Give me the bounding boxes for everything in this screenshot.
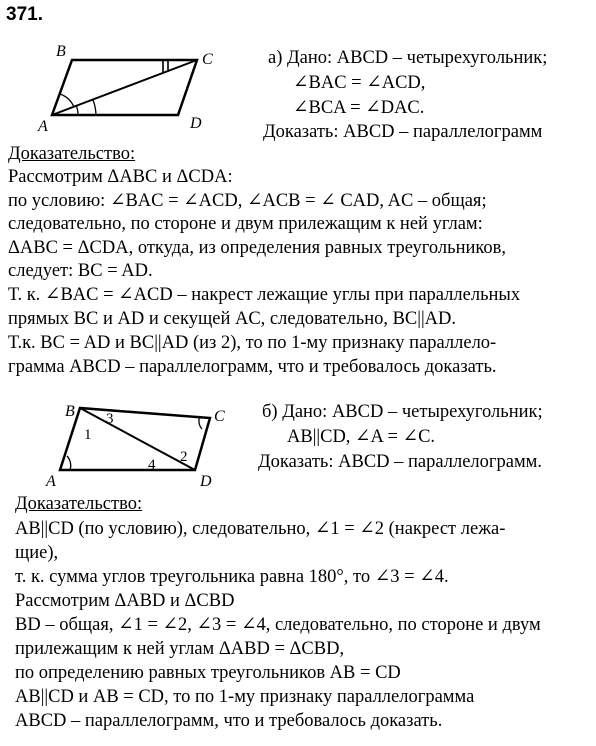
part-b-proof-line: AB||CD и AB = CD, то по 1-му признаку параллелограмма	[15, 687, 475, 707]
angle-label-2: 2	[180, 449, 188, 465]
part-b-prove: Доказать: ABCD – параллелограмм.	[258, 452, 542, 472]
angle-label-1: 1	[84, 427, 92, 443]
part-b-proof-line: т. к. сумма углов треугольника равна 180°, то ∠3 = ∠4.	[15, 567, 449, 587]
part-a-proof-line: следует: BC = AD.	[8, 261, 153, 281]
part-b-proof-line: BD – общая, ∠1 = ∠2, ∠3 = ∠4, следовательно, по стороне и двум	[15, 615, 541, 635]
label-a: A	[38, 118, 48, 135]
diagonal-bd	[80, 408, 195, 470]
figure-a-parallelogram	[30, 40, 230, 140]
part-a-given-3: ∠BCA = ∠DAC.	[293, 98, 425, 118]
figure-b-svg	[40, 398, 240, 490]
label-c: C	[214, 408, 225, 425]
angle-label-4: 4	[148, 457, 156, 473]
part-b-proof-heading: Доказательство:	[15, 494, 143, 514]
problem-number: 371.	[6, 4, 43, 25]
part-a-proof-line: Т. к. ∠BAC = ∠ACD – накрест лежащие углы при параллельных	[8, 285, 521, 305]
part-a-proof-line: грамма ABCD – параллелограмм, что и требовалось доказать.	[8, 357, 497, 377]
label-d: D	[200, 473, 212, 490]
part-b-proof-line: AB||CD (по условию), следовательно, ∠1 = ∠2 (накрест лежа-	[15, 519, 506, 539]
part-b-proof-line: по определению равных треугольников AB = CD	[15, 663, 401, 683]
label-c: C	[202, 51, 213, 68]
part-b-proof-line: щие),	[15, 543, 59, 563]
label-b: B	[56, 43, 66, 60]
part-a-proof-line: прямых BC и AD и секущей AC, следовательно, BC||AD.	[8, 309, 457, 329]
part-a-proof-line: Рассмотрим ΔABC и ΔCDA:	[8, 167, 233, 187]
part-a-proof-line: ΔABC = ΔCDA, откуда, из определения равных треугольников,	[8, 238, 507, 258]
part-a-proof-heading: Доказательство:	[8, 144, 136, 164]
figure-b-parallelogram	[40, 398, 240, 495]
label-a: A	[46, 473, 56, 490]
angle-label-3: 3	[106, 411, 114, 427]
part-b-proof-line: прилежащим к ней углам ΔABD = ΔCBD,	[15, 639, 345, 659]
label-b: B	[65, 403, 75, 420]
part-b-proof-line: ABCD – параллелограмм, что и требовалось доказать.	[15, 711, 443, 731]
part-a-prove: Доказать: ABCD – параллелограмм	[263, 122, 543, 142]
angle-arc-a	[67, 456, 71, 470]
quadrilateral-abcd	[60, 408, 210, 470]
figure-a-svg	[30, 40, 230, 135]
angle-arc-dac-2	[93, 100, 96, 115]
part-b-given-2: AB||CD, ∠A = ∠C.	[287, 427, 436, 447]
part-b-proof-line: Рассмотрим ΔABD и ΔCBD	[15, 591, 235, 611]
part-a-given-1: а) Дано: ABCD – четырехугольник;	[268, 48, 548, 68]
angle-arc-bac	[60, 94, 74, 107]
part-a-given-2: ∠BAC = ∠ACD,	[293, 73, 426, 93]
angle-arc-dac	[76, 105, 78, 115]
part-a-proof-line: Т.к. BC = AD и BC||AD (из 2), то по 1-му признаку параллело-	[8, 333, 497, 353]
part-a-proof-line: по условию: ∠BAC = ∠ACD, ∠ACB = ∠ CAD, AC – общая;	[8, 191, 487, 211]
part-a-proof-line: следовательно, по стороне и двум прилежащим к ней углам:	[8, 214, 483, 234]
label-d: D	[190, 115, 202, 132]
part-b-given-1: б) Дано: ABCD – четырехугольник;	[262, 402, 543, 422]
